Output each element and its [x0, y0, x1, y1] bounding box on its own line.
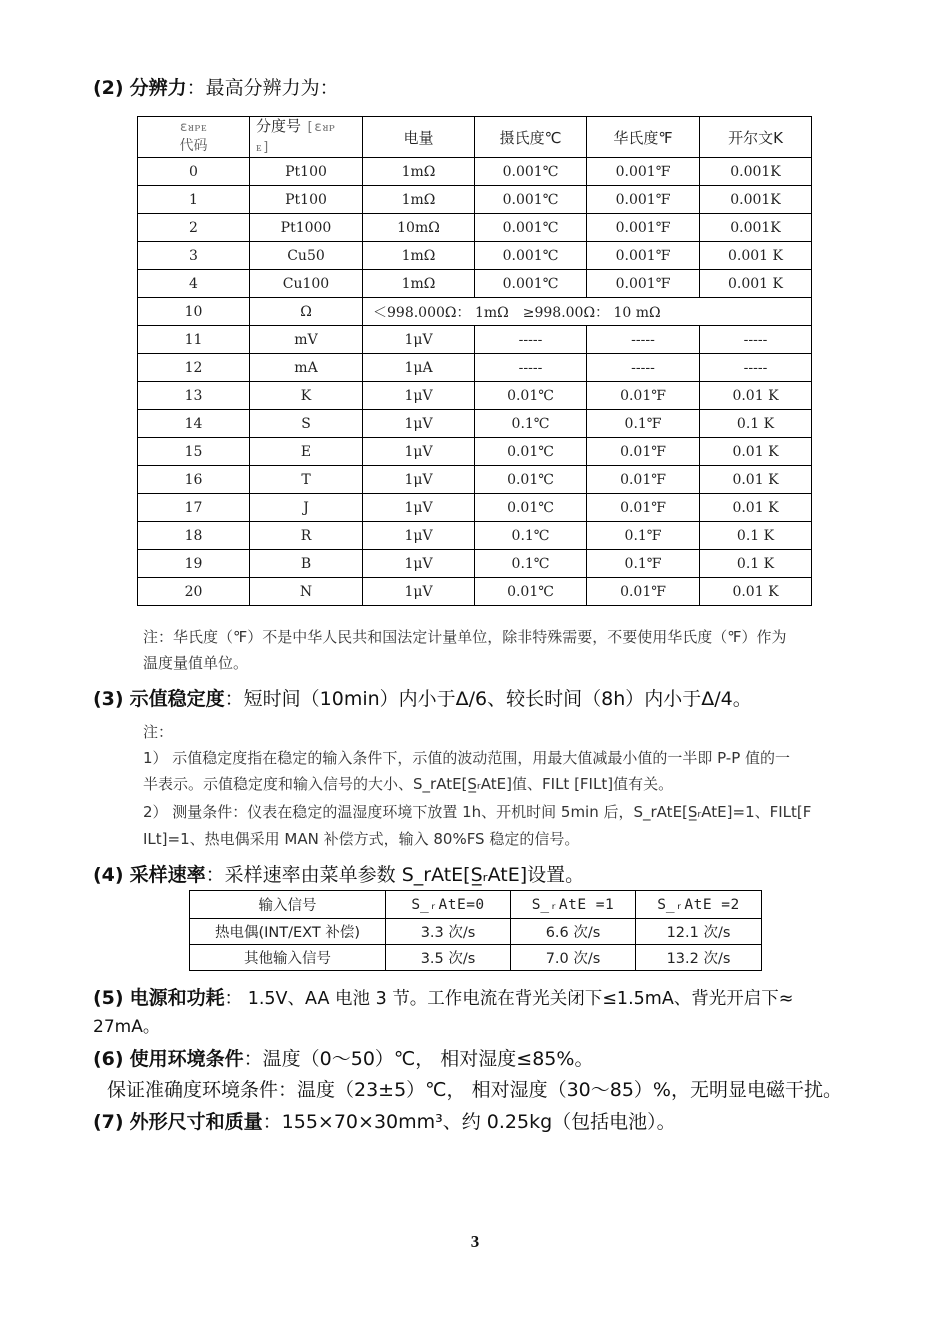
table-cell: 热电偶(INT/EXT 补偿)	[190, 919, 386, 945]
table-row	[138, 354, 812, 382]
table-cell: 0.01℉	[587, 494, 700, 522]
table-cell: 0.01℃	[475, 466, 587, 494]
table-cell: S	[250, 410, 363, 438]
table-cell: 0.001℉	[587, 270, 700, 298]
fahrenheit-note-line2: 温度量值单位。	[143, 654, 249, 672]
table-cell: 0.001K	[700, 158, 812, 186]
table-cell: 0.001℃	[475, 158, 587, 186]
section-number: (3)	[93, 688, 124, 710]
table-cell: Pt100	[250, 158, 363, 186]
table-row	[138, 214, 812, 242]
table-row	[138, 270, 812, 298]
header-rate-1: S̲ᵣAtE =1	[511, 891, 636, 919]
table-cell: mV	[250, 326, 363, 354]
section-title: 外形尺寸和质量	[129, 1111, 263, 1133]
section-5-heading	[93, 983, 793, 1010]
table-cell: 15	[138, 438, 250, 466]
table-cell: 0.01℉	[587, 382, 700, 410]
section-number: (4)	[93, 864, 124, 886]
table-cell: 0.1℃	[475, 550, 587, 578]
table-cell: 0.01℃	[475, 438, 587, 466]
section-7-heading	[93, 1107, 676, 1134]
table-cell: 6.6 次/s	[511, 919, 636, 945]
section-5-continuation: 27mA。	[93, 1017, 160, 1037]
table-cell: -----	[700, 326, 812, 354]
table-cell: -----	[475, 354, 587, 382]
header-input-signal: 输入信号	[190, 891, 386, 919]
sample-rate-table	[189, 890, 762, 971]
table-cell: -----	[587, 326, 700, 354]
table-cell: 16	[138, 466, 250, 494]
table-cell: 13.2 次/s	[636, 945, 762, 971]
table-cell: 0.1 K	[700, 522, 812, 550]
table-cell: mA	[250, 354, 363, 382]
section-text: ： 1.5V、AA 电池 3 节。工作电流在背光关闭下≤1.5mA、背光开启下≈	[224, 989, 794, 1009]
table-row	[138, 578, 812, 606]
table-cell: 0.001℉	[587, 158, 700, 186]
section-number: (5)	[93, 987, 124, 1009]
table-cell: 0.01 K	[700, 438, 812, 466]
table-cell: 1μV	[363, 466, 475, 494]
table-cell: 0.001K	[700, 214, 812, 242]
table-cell: 0.01 K	[700, 578, 812, 606]
table-header-row	[138, 117, 812, 158]
section-title: 分辨力	[129, 77, 187, 99]
table-row	[190, 945, 762, 971]
table-cell: 18	[138, 522, 250, 550]
table-cell: 10mΩ	[363, 214, 475, 242]
section-title: 电源和功耗	[129, 987, 225, 1009]
table-row	[138, 158, 812, 186]
table-cell: 0.001℃	[475, 242, 587, 270]
section-number: (2)	[93, 77, 124, 99]
table-cell: 0.001℃	[475, 270, 587, 298]
table-cell: -----	[587, 354, 700, 382]
table-cell: 1mΩ	[363, 270, 475, 298]
note-label: 注：	[143, 723, 174, 741]
note-point1-line1: 1） 示值稳定度指在稳定的输入条件下，示值的波动范围，用最大值减最小值的一半即 P-P 值的一	[143, 749, 791, 767]
table-cell: Ω	[250, 298, 363, 326]
section-2-heading	[93, 73, 339, 100]
table-cell: Pt1000	[250, 214, 363, 242]
table-cell: 0.1℃	[475, 410, 587, 438]
table-cell: 0.001 K	[700, 242, 812, 270]
table-cell: 0.1℃	[475, 522, 587, 550]
header-fahrenheit: 华氏度℉	[587, 117, 700, 158]
header-rate-2: S̲ᵣAtE =2	[636, 891, 762, 919]
table-cell: 3.3 次/s	[386, 919, 511, 945]
note-point1-line2: 半表示。示值稳定度和输入信号的大小、S_rAtE[S̲ᵣAtE]值、FILt [FILt]值有关。	[143, 775, 674, 793]
table-row	[138, 438, 812, 466]
table-row	[138, 186, 812, 214]
section-text: ：155×70×30mm³、约 0.25kg（包括电池）。	[262, 1111, 676, 1133]
table-cell: N	[250, 578, 363, 606]
table-cell: 1mΩ	[363, 186, 475, 214]
table-cell: 1μV	[363, 578, 475, 606]
section-text: ：温度（0～50）℃， 相对湿度≤85%。	[243, 1048, 594, 1070]
table-cell: Pt100	[250, 186, 363, 214]
table-cell: 其他输入信号	[190, 945, 386, 971]
table-cell: 0.1℉	[587, 522, 700, 550]
section-6-line2: 保证准确度环境条件：温度（23±5）℃， 相对湿度（30～85）%，无明显电磁干扰。	[107, 1079, 842, 1101]
table-cell: 0.1 K	[700, 550, 812, 578]
table-row	[138, 522, 812, 550]
table-cell: 20	[138, 578, 250, 606]
section-number: (7)	[93, 1111, 124, 1133]
table-cell: 0.01℃	[475, 578, 587, 606]
table-cell: 14	[138, 410, 250, 438]
table-header-row	[190, 891, 762, 919]
table-row	[190, 919, 762, 945]
table-cell: 11	[138, 326, 250, 354]
table-cell: 0.01 K	[700, 466, 812, 494]
table-cell: 0.001℃	[475, 214, 587, 242]
table-cell: 17	[138, 494, 250, 522]
table-cell: 0.001K	[700, 186, 812, 214]
table-cell: J	[250, 494, 363, 522]
table-cell: 1μA	[363, 354, 475, 382]
table-cell: 3	[138, 242, 250, 270]
header-electrical: 电量	[363, 117, 475, 158]
section-text: ：采样速率由菜单参数 S_rAtE[S̲ᵣAtE]设置。	[205, 864, 585, 886]
table-cell: Cu50	[250, 242, 363, 270]
table-cell: 0.1℉	[587, 410, 700, 438]
table-cell: B	[250, 550, 363, 578]
header-kelvin: 开尔文K	[700, 117, 812, 158]
table-cell: -----	[475, 326, 587, 354]
note-point2-line1: 2） 测量条件：仪表在稳定的温湿度环境下放置 1h、开机时间 5min 后，S_rAtE[S̲ᵣAtE]=1、FILt[F	[143, 803, 812, 821]
table-cell: Cu100	[250, 270, 363, 298]
table-cell-span: ＜998.000Ω： 1mΩ ≥998.00Ω： 10 mΩ	[363, 298, 812, 326]
table-cell: 1μV	[363, 550, 475, 578]
table-row	[138, 410, 812, 438]
table-cell: 1μV	[363, 438, 475, 466]
table-cell: 1μV	[363, 326, 475, 354]
section-number: (6)	[93, 1048, 124, 1070]
table-cell: 2	[138, 214, 250, 242]
table-cell: 4	[138, 270, 250, 298]
table-cell: 0.1℉	[587, 550, 700, 578]
page-number: 3	[470, 1232, 480, 1251]
table-cell: 0.01℃	[475, 382, 587, 410]
section-6-heading	[93, 1044, 593, 1071]
table-cell: 0.001℉	[587, 186, 700, 214]
table-cell: E	[250, 438, 363, 466]
table-cell: 12.1 次/s	[636, 919, 762, 945]
table-cell: 0.001℉	[587, 242, 700, 270]
table-cell: 0.01℉	[587, 466, 700, 494]
note-point2-line2: ILt]=1、热电偶采用 MAN 补偿方式，输入 80%FS 稳定的信号。	[143, 830, 580, 848]
fahrenheit-note-line1: 注：华氏度（℉）不是中华人民共和国法定计量单位，除非特殊需要，不要使用华氏度（℉）作为	[143, 628, 787, 646]
table-cell: R	[250, 522, 363, 550]
section-3-heading	[93, 684, 752, 711]
table-cell: 0.001℉	[587, 214, 700, 242]
table-cell: -----	[700, 354, 812, 382]
header-type-code: ɛᴚᴘᴇ 代码	[138, 117, 250, 158]
table-cell: 0.01℉	[587, 438, 700, 466]
table-cell: 0.01℉	[587, 578, 700, 606]
table-cell: 0.01 K	[700, 494, 812, 522]
table-cell: 12	[138, 354, 250, 382]
table-row	[138, 326, 812, 354]
table-cell: 7.0 次/s	[511, 945, 636, 971]
table-cell: 0.1 K	[700, 410, 812, 438]
table-cell: T	[250, 466, 363, 494]
table-row	[138, 550, 812, 578]
table-cell: 0.01℃	[475, 494, 587, 522]
header-grade: 分度号 [ɛᴚᴘ ᴇ]	[250, 117, 363, 158]
section-4-heading	[93, 860, 584, 887]
table-row	[138, 298, 812, 326]
table-row	[138, 382, 812, 410]
table-row	[138, 494, 812, 522]
table-cell: 0	[138, 158, 250, 186]
section-title: 使用环境条件	[129, 1048, 244, 1070]
header-celsius: 摄氏度℃	[475, 117, 587, 158]
section-title: 示值稳定度	[129, 688, 225, 710]
table-cell: 3.5 次/s	[386, 945, 511, 971]
table-cell: 13	[138, 382, 250, 410]
table-cell: 1μV	[363, 494, 475, 522]
section-text: ：最高分辨力为：	[186, 77, 339, 99]
section-title: 采样速率	[129, 864, 206, 886]
section-text: ：短时间（10min）内小于Δ/6、较长时间（8h）内小于Δ/4。	[224, 688, 752, 710]
table-cell: 1μV	[363, 522, 475, 550]
table-cell: 1mΩ	[363, 158, 475, 186]
table-cell: K	[250, 382, 363, 410]
table-cell: 0.001℃	[475, 186, 587, 214]
table-cell: 1	[138, 186, 250, 214]
table-cell: 19	[138, 550, 250, 578]
resolution-table	[137, 116, 812, 606]
table-cell: 10	[138, 298, 250, 326]
header-rate-0: S̲ᵣAtE=0	[386, 891, 511, 919]
table-cell: 0.001 K	[700, 270, 812, 298]
table-cell: 1mΩ	[363, 242, 475, 270]
table-cell: 1μV	[363, 410, 475, 438]
table-row	[138, 242, 812, 270]
table-cell: 1μV	[363, 382, 475, 410]
table-row	[138, 466, 812, 494]
table-cell: 0.01 K	[700, 382, 812, 410]
